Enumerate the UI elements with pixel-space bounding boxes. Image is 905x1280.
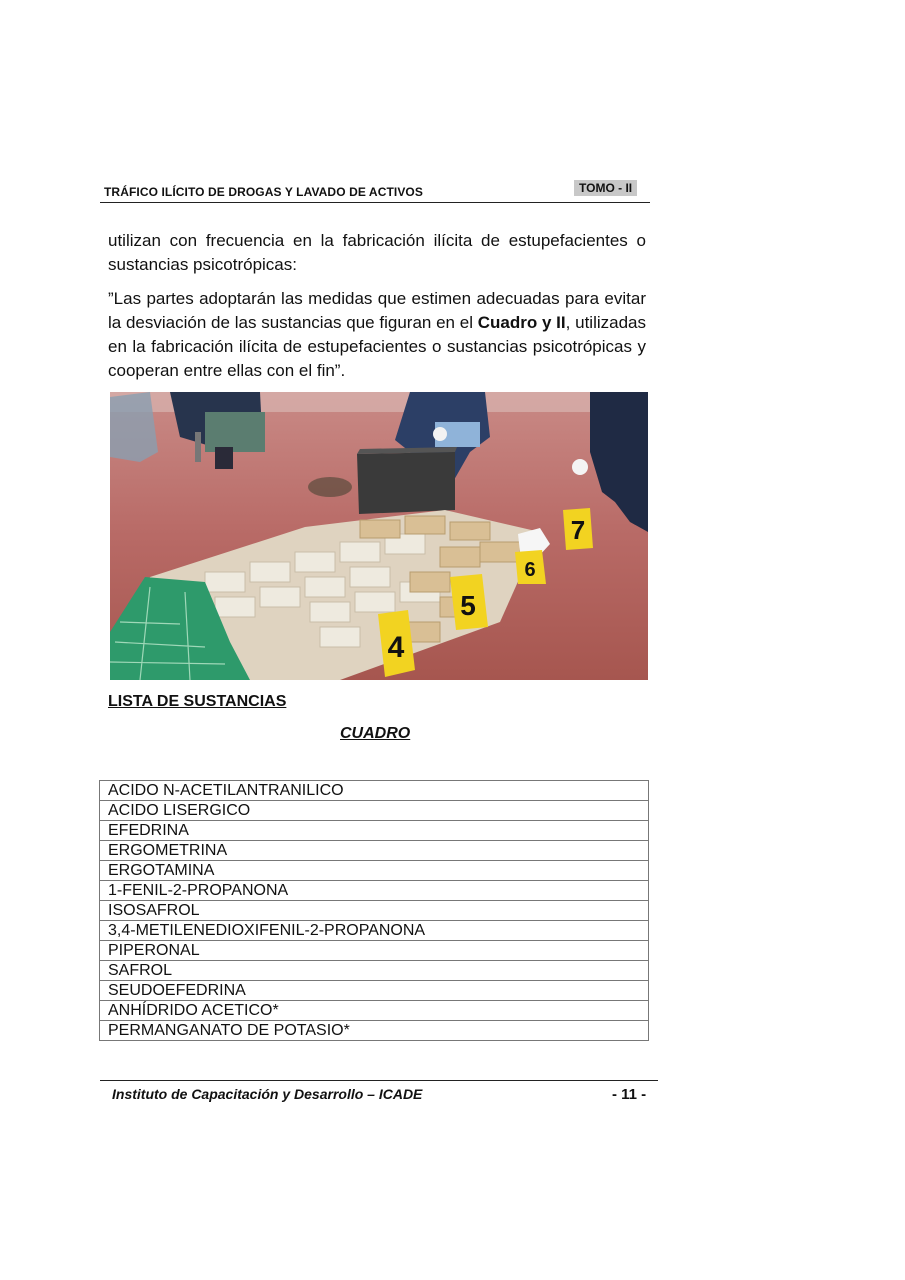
evidence-marker-7 xyxy=(563,508,593,550)
page-number: - 11 - xyxy=(612,1086,647,1103)
table-row xyxy=(100,801,649,821)
table-row xyxy=(100,961,649,981)
substance-cell: ERGOTAMINA xyxy=(100,861,649,881)
table-row xyxy=(100,941,649,961)
table-row xyxy=(100,861,649,881)
substance-cell: SEUDOEFEDRINA xyxy=(100,981,649,1001)
footer-institution: Instituto de Capacitación y Desarrollo – ICADE xyxy=(112,1086,423,1102)
table-row xyxy=(100,1001,649,1021)
marker-label-7: 7 xyxy=(570,515,586,545)
substance-cell: ERGOMETRINA xyxy=(100,841,649,861)
substance-cell: ISOSAFROL xyxy=(100,901,649,921)
substance-cell: PERMANGANATO DE POTASIO* xyxy=(100,1021,649,1041)
list-heading: LISTA DE SUSTANCIAS xyxy=(108,693,287,710)
black-case xyxy=(357,452,455,514)
table-row xyxy=(100,841,649,861)
volume-badge: TOMO - II xyxy=(574,180,637,196)
table-row xyxy=(100,881,649,901)
table-row xyxy=(100,781,649,801)
evidence-marker-5 xyxy=(450,574,488,630)
marker-label-6: 6 xyxy=(524,559,536,581)
table-row xyxy=(100,821,649,841)
seized-drugs-photo xyxy=(110,392,648,680)
substance-cell: ACIDO LISERGICO xyxy=(100,801,649,821)
substance-cell: ACIDO N-ACETILANTRANILICO xyxy=(100,781,649,801)
substance-cell: EFEDRINA xyxy=(100,821,649,841)
table-row xyxy=(100,901,649,921)
evidence-marker-6 xyxy=(515,550,546,584)
marker-label-5: 5 xyxy=(460,590,476,621)
substance-cell: 1-FENIL-2-PROPANONA xyxy=(100,881,649,901)
table-row xyxy=(100,1021,649,1041)
quote-text-end: , utilizadas en la fabricación ilícita de estupefacientes o sustancias psicotrópicas y cooperan entre ellas con el fin”. xyxy=(108,313,646,380)
paragraph-intro: utilizan con frecuencia en la fabricación ilícita de estupefacientes o sustancias psicotrópicas: xyxy=(108,231,646,274)
substance-cell: PIPERONAL xyxy=(100,941,649,961)
footer-rule xyxy=(100,1080,658,1081)
quote-text-start: ”Las partes adoptarán las medidas que estimen adecuadas para evitar la desviación de las sustancias que figuran en el xyxy=(108,289,646,332)
substances-table xyxy=(99,780,649,1041)
substance-cell: ANHÍDRIDO ACETICO* xyxy=(100,1001,649,1021)
marker-label-4: 4 xyxy=(387,631,405,664)
substance-cell: SAFROL xyxy=(100,961,649,981)
cuadro-label: CUADRO xyxy=(340,725,411,742)
table-row xyxy=(100,981,649,1001)
paragraph-quote xyxy=(108,287,646,383)
running-header-title: TRÁFICO ILÍCITO DE DROGAS Y LAVADO DE ACTIVOS xyxy=(104,185,423,199)
quote-bold-cuadro: Cuadro y II xyxy=(477,313,566,332)
substance-cell: 3,4-METILENEDIOXIFENIL-2-PROPANONA xyxy=(100,921,649,941)
table-row xyxy=(100,921,649,941)
header-rule xyxy=(100,202,650,203)
